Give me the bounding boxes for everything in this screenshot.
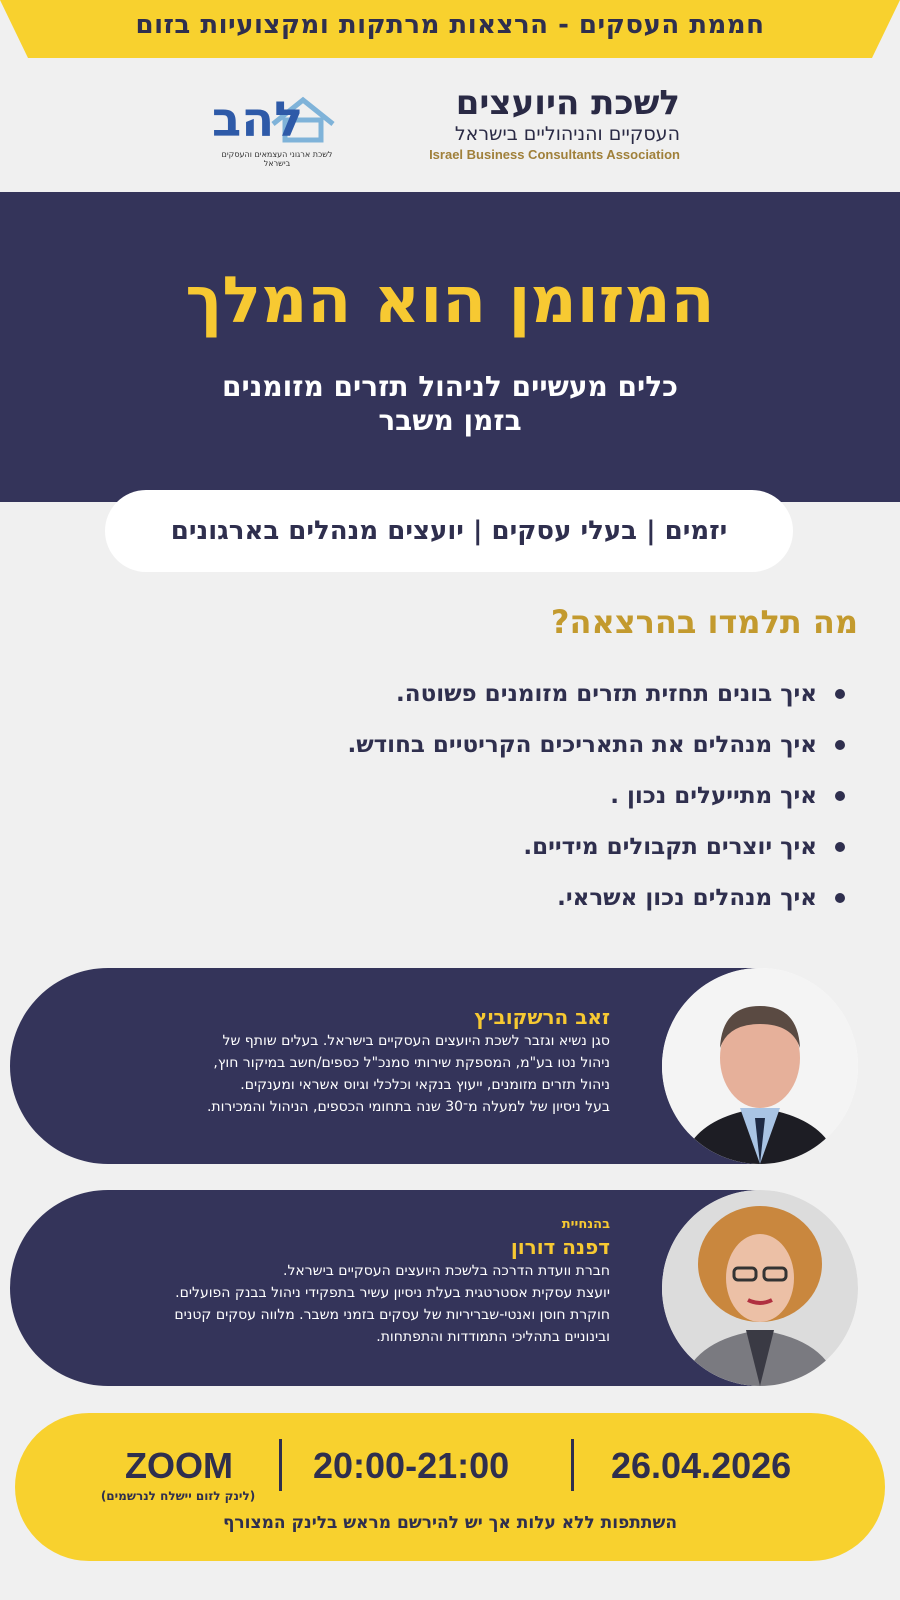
bullet-icon [835,740,845,750]
lahav-logo-word: להב [212,92,304,148]
event-time: 20:00-21:00 [313,1445,510,1486]
speaker-text [0,1004,610,1118]
bullet-icon [835,893,845,903]
assoc-logo-english: Israel Business Consultants Association [429,147,680,162]
speaker-text [0,1216,610,1348]
bio-line: ניהול נטו בע"מ, המספקת שירותי סמנכ"ל כספים/חשב במיקור חוץ, [213,1055,610,1071]
event-registration-note: השתתפות ללא עלות אך יש להירשם מראש בלינק המצורף [222,1513,678,1533]
list-item-text: איך מנהלים נכון אשראי. [557,884,817,911]
list-item [347,668,845,719]
list-item [347,770,845,821]
speaker-name: זאב הרשקוביץ [474,1005,610,1029]
speaker-name: דפנה דורון [510,1235,610,1259]
lahav-logo-sub: לשכת ארגוני העצמאים והעסקים בישראל [221,150,333,168]
hero-subtitle-line1: כלים מעשיים לניהול תזרים מזומנים [221,370,679,403]
speaker-bio [0,1030,610,1118]
bio-line: ניהול תזרים מזומנים, ייעוץ בנקאי וכלכלי וגיוס אשראי ומענקים. [240,1077,610,1093]
list-item-text: איך יוצרים תקבולים מידיים. [523,833,817,860]
speaker-bio [0,1260,610,1348]
audience-pill: יזמים | בעלי עסקים | יועצים מנהלים בארגונים [105,490,793,572]
list-item-text: איך בונים תחזית תזרים מזומנים פשוטה. [396,680,817,707]
bio-line: בעל ניסיון של למעלה מ־30 שנה בתחומי הכספים, הניהול והמכירות. [206,1099,610,1115]
list-item-text: איך מתייעלים נכון . [610,782,817,809]
hero-subtitle-line2: בזמן משבר [378,404,522,437]
speaker-prefix: בהנחיית [561,1217,610,1232]
bio-line: חברת וועדת הדרכה בלשכת היועצים העסקיים בישראל. [283,1263,610,1279]
hero-title: המזומן הוא המלך [185,264,715,338]
logos-row [0,62,900,190]
event-platform: ZOOM [125,1445,233,1486]
speaker-photo [662,1190,858,1386]
speaker-photo [662,968,858,1164]
assoc-logo [420,84,680,179]
bullet-icon [835,842,845,852]
assoc-logo-main: לשכת היועצים [455,83,680,123]
lahav-logo [212,92,342,172]
list-item-text: איך מנהלים את התאריכים הקריטיים בחודש. [347,731,817,758]
assoc-logo-sub: העסקיים והניהוליים בישראל [454,123,680,145]
bio-line: חוקרת חוסן ואנטי-שבריריות של עסקים בזמני משבר. מלווה עסקים קטנים [174,1307,610,1323]
list-item [347,872,845,923]
learn-list [347,668,845,923]
bio-line: סגן נשיא וגזבר לשכת היועצים העסקיים בישראל. בעלים שותף של [222,1033,610,1049]
divider [571,1439,574,1491]
event-platform-note: (לינק לזום יישלח לנרשמים) [100,1489,256,1503]
bio-line: יועצת עסקית אסטרטגית בעלת ניסיון עשיר בתפקידי ניהול בבנק הפועלים. [175,1285,610,1301]
bio-line: ובינוניים בתהליכי התמודדות והתפתחות. [376,1329,610,1345]
list-item [347,719,845,770]
hero-subtitle [0,370,900,438]
learn-title: מה תלמדו בהרצאה? [550,603,858,641]
bullet-icon [835,791,845,801]
top-ribbon [0,0,900,58]
divider [279,1439,282,1491]
event-date: 26.04.2026 [611,1445,792,1486]
event-bar [15,1413,885,1561]
list-item [347,821,845,872]
ribbon-text: חממת העסקים - הרצאות מרתקות ומקצועיות בזום [135,10,765,40]
bullet-icon [835,689,845,699]
hero-banner [0,192,900,502]
